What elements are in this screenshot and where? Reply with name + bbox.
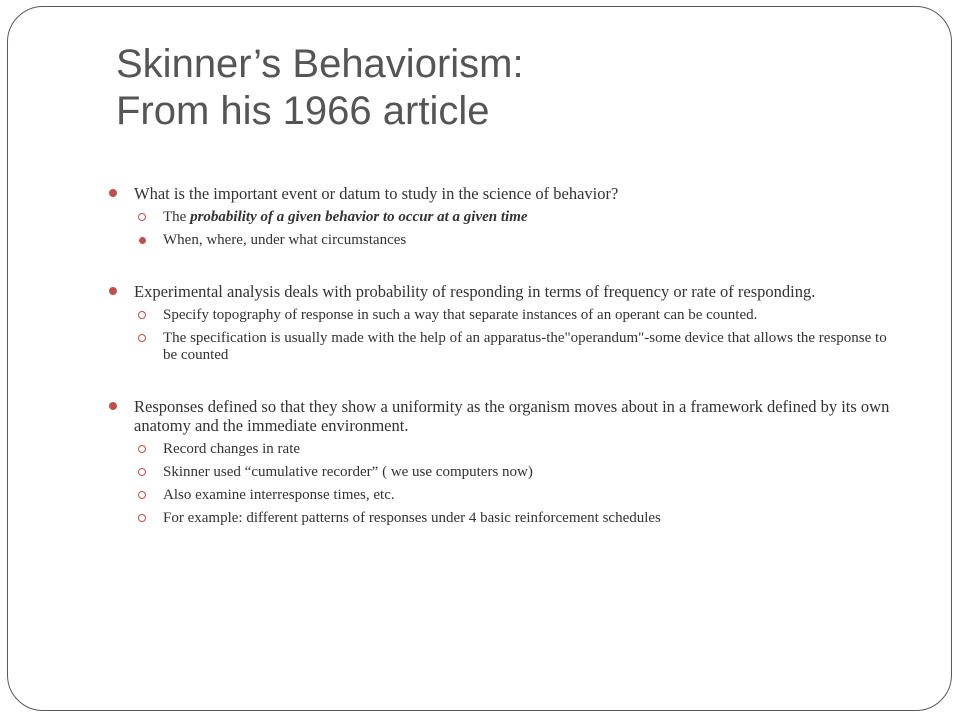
sub-bullet-text: Record changes in rate xyxy=(163,441,301,457)
title-line-2: From his 1966 article xyxy=(116,89,490,133)
bullet-item xyxy=(108,397,898,435)
bullet-ring-icon xyxy=(138,311,146,319)
sub-bullet-item xyxy=(108,232,898,249)
bullet-ring-icon xyxy=(138,445,146,453)
bullet-item xyxy=(108,282,898,301)
sub-bullet-text: The specification is usually made with the help of an apparatus-the"operandum"-some device that allows the response to be counted xyxy=(163,330,887,363)
slide-title xyxy=(116,41,524,135)
sub-bullet-text: Skinner used “cumulative recorder” ( we use computers now) xyxy=(163,464,533,480)
title-line-1: Skinner’s Behaviorism: xyxy=(116,42,524,86)
bullet-dot-icon xyxy=(109,402,117,410)
bullet-ring-icon xyxy=(138,491,146,499)
bullet-group-3 xyxy=(108,397,898,527)
bullet-text: What is the important event or datum to study in the science of behavior? xyxy=(134,184,619,203)
sub-bullet-text: For example: different patterns of responses under 4 basic reinforcement schedules xyxy=(163,510,661,526)
sub-bullet-item xyxy=(108,330,898,364)
sub-bullet-text: When, where, under what circumstances xyxy=(163,232,407,248)
sub-bullet-prefix: The xyxy=(163,209,191,225)
bullet-dot-icon xyxy=(109,189,117,197)
bullet-text: Experimental analysis deals with probability of responding in terms of frequency or rate of responding. xyxy=(134,282,816,301)
bullet-dot-icon xyxy=(109,287,117,295)
bullet-dot-icon xyxy=(139,237,146,244)
bullet-ring-icon xyxy=(138,514,146,522)
bullet-text: Responses defined so that they show a uniformity as the organism moves about in a framework defined by its own anatomy and the immediate environment. xyxy=(134,397,890,435)
sub-bullet-item xyxy=(108,464,898,481)
sub-bullet-emphasis: probability of a given behavior to occur at a given time xyxy=(190,209,528,225)
bullet-ring-icon xyxy=(138,213,146,221)
sub-bullet-item xyxy=(108,307,898,324)
bullet-item xyxy=(108,184,898,203)
bullet-group-2 xyxy=(108,282,898,364)
sub-bullet-item xyxy=(108,209,898,226)
sub-bullet-item xyxy=(108,441,898,458)
bullet-ring-icon xyxy=(138,334,146,342)
bullet-group-1 xyxy=(108,184,898,249)
sub-bullet-text: Also examine interresponse times, etc. xyxy=(163,487,395,503)
bullet-ring-icon xyxy=(138,468,146,476)
sub-bullet-item xyxy=(108,510,898,527)
sub-bullet-text: Specify topography of response in such a way that separate instances of an operant can be counted. xyxy=(163,307,758,323)
sub-bullet-item xyxy=(108,487,898,504)
slide-content xyxy=(108,184,898,560)
